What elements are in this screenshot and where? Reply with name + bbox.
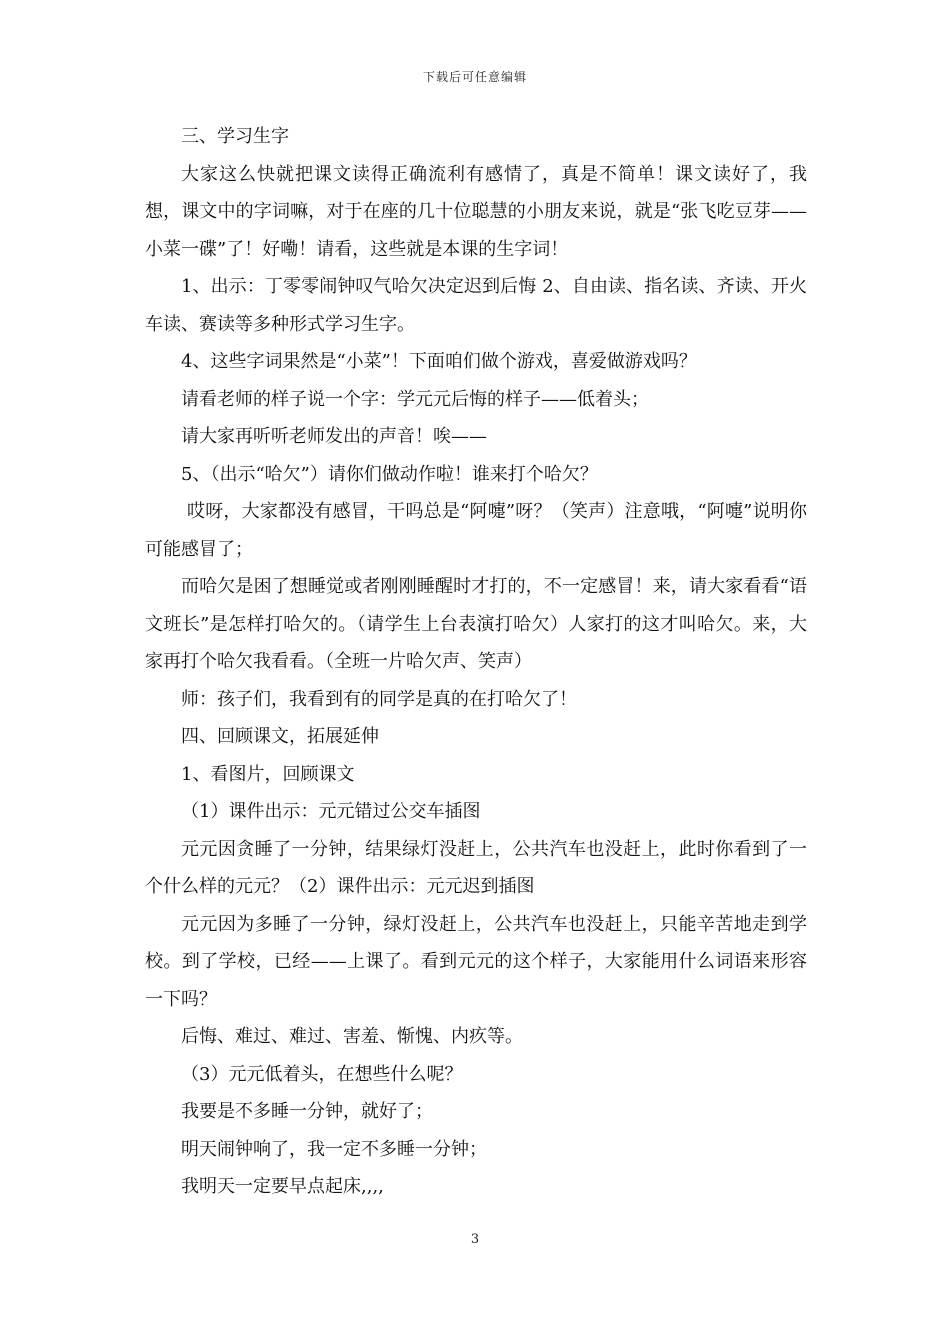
paragraph: 4、这些字词果然是“小菜”！下面咱们做个游戏，喜爱做游戏吗？: [181, 351, 697, 372]
section-heading-4: 四、回顾课文，拓展延伸: [181, 726, 379, 747]
section-heading-3: 三、学习生字: [181, 126, 289, 147]
paragraph: 请看老师的样子说一个字：学元元后悔的样子——低着头；: [181, 388, 649, 410]
paragraph: 1、出示：丁零零闹钟叹气哈欠决定迟到后悔 2、自由读、指名读、齐读、开火车读、赛读等多种形式学习生字。: [145, 276, 807, 335]
paragraph: 大家这么快就把课文读得正确流利有感情了，真是不简单！课文读好了，我想，课文中的字词嘛，对于在座的几十位聪慧的小朋友来说，就是“张飞吃豆芽——小菜一碟”了！好嘞！请看，这些就是本课的生字词！: [145, 163, 807, 260]
paragraph: 元元因为多睡了一分钟，绿灯没赶上，公共汽车也没赶上，只能辛苦地走到学校。到了学校，已经——上课了。看到元元的这个样子，大家能用什么词语来形容一下吗？: [145, 913, 807, 1010]
paragraph: 明天闹钟响了，我一定不多睡一分钟；: [181, 1138, 487, 1160]
paragraph: （3）元元低着头，在想些什么呢？: [181, 1063, 463, 1085]
document-body: [145, 118, 807, 1206]
paragraph: 元元因贪睡了一分钟，结果绿灯没赶上，公共汽车也没赶上，此时你看到了一个什么样的元元？（2）课件出示：元元迟到插图: [145, 838, 807, 897]
paragraph: 而哈欠是困了想睡觉或者刚刚睡醒时才打的，不一定感冒！来，请大家看看“语文班长”是怎样打哈欠的。（请学生上台表演打哈欠）人家打的这才叫哈欠。来，大家再打个哈欠我看看。（全班一片哈欠声、笑声）: [145, 576, 807, 672]
paragraph: （1）课件出示：元元错过公交车插图: [181, 801, 481, 822]
page-number: 3: [470, 1232, 480, 1247]
paragraph: 1、看图片，回顾课文: [181, 763, 355, 785]
paragraph: 后悔、难过、难过、害羞、惭愧、内疚等。: [181, 1026, 523, 1047]
page-header: 下载后可任意编辑: [422, 70, 527, 84]
paragraph: 师：孩子们，我看到有的同学是真的在打哈欠了！: [181, 688, 577, 710]
paragraph: 我要是不多睡一分钟，就好了；: [181, 1101, 433, 1122]
paragraph: 哎呀，大家都没有感冒，干吗总是“阿嚏”呀？（笑声）注意哦，“阿嚏”说明你可能感冒了；: [145, 501, 807, 560]
paragraph: 5、（出示“哈欠”）请你们做动作啦！谁来打个哈欠？: [181, 463, 598, 485]
paragraph: 请大家再听听老师发出的声音！唉——: [181, 426, 487, 447]
paragraph: 我明天一定要早点起床,,,,: [181, 1176, 384, 1197]
